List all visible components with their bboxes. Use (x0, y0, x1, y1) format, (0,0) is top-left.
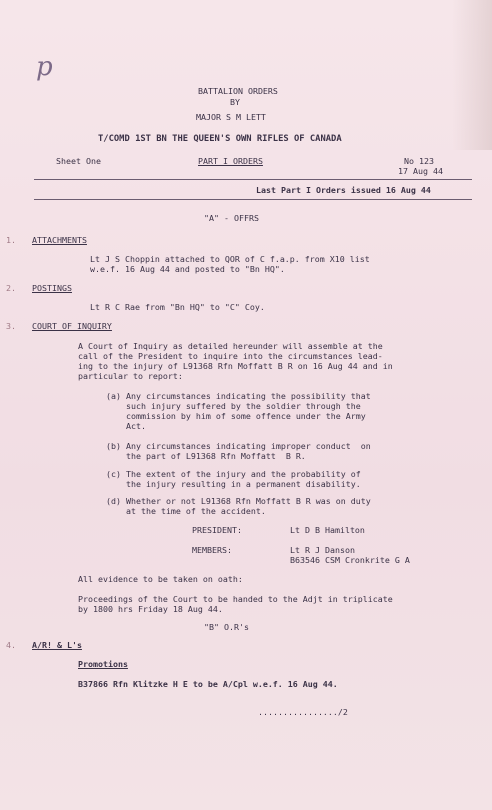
evidence-note: All evidence to be taken on oath: (78, 574, 243, 584)
item-4-number: 4. (6, 640, 16, 650)
member-1-name: Lt R J Danson (290, 545, 355, 555)
court-para-line1: A Court of Inquiry as detailed hereunder will assemble at the (78, 341, 383, 351)
president-label: PRESIDENT: (192, 525, 242, 535)
attachments-heading: ATTACHMENTS (32, 235, 87, 245)
postings-line1: Lt R C Rae from "Bn HQ" to "C" Coy. (90, 302, 265, 312)
attachments-line1: Lt J S Choppin attached to QOR of C f.a.p. from X10 list (90, 254, 370, 264)
court-item-a-line2: such injury suffered by the soldier through the (106, 401, 361, 411)
attachments-line2: w.e.f. 16 Aug 44 and posted to "Bn HQ". (90, 264, 285, 274)
paper-edge-stain (452, 0, 492, 150)
order-date: 17 Aug 44 (398, 166, 443, 176)
proceedings-line1: Proceedings of the Court to be handed to the Adjt in triplicate (78, 594, 393, 604)
promotions-heading: Promotions (78, 659, 128, 669)
court-heading: COURT OF INQUIRY (32, 321, 112, 331)
item-2-number: 2. (6, 283, 16, 293)
postings-heading: POSTINGS (32, 283, 72, 293)
header-unit: T/COMD 1ST BN THE QUEEN'S OWN RIFLES OF CANADA (98, 134, 342, 144)
promotion-line1: B37866 Rfn Klitzke H E to be A/Cpl w.e.f. 16 Aug 44. (78, 679, 338, 689)
item-3-number: 3. (6, 321, 16, 331)
header-rule-bottom (34, 199, 472, 200)
header-title: BATTALION ORDERS (198, 86, 278, 96)
court-para-line4: particular to report: (78, 371, 183, 381)
members-label: MEMBERS: (192, 545, 232, 555)
court-item-c-line1: (c) The extent of the injury and the probability of (106, 469, 361, 479)
sheet-number: Sheet One (56, 156, 101, 166)
court-item-c-line2: the injury resulting in a permanent disability. (106, 479, 361, 489)
header-by: BY (230, 97, 240, 107)
order-number: No 123 (404, 156, 434, 166)
member-2-name: B63546 CSM Cronkrite G A (290, 555, 410, 565)
section-a-title: "A" - OFFRS (204, 213, 259, 223)
item-1-number: 1. (6, 235, 16, 245)
court-item-d-line2: at the time of the accident. (106, 506, 266, 516)
header-rule-top (34, 179, 472, 180)
court-item-a-line1: (a) Any circumstances indicating the possibility that (106, 391, 371, 401)
handwritten-mark: p (36, 52, 53, 82)
court-item-b-line2: the part of L91368 Rfn Moffatt B R. (106, 451, 306, 461)
court-item-d-line1: (d) Whether or not L91368 Rfn Moffatt B R was on duty (106, 496, 371, 506)
proceedings-line2: by 1800 hrs Friday 18 Aug 44. (78, 604, 223, 614)
court-para-line3: ing to the injury of L91368 Rfn Moffatt B R on 16 Aug 44 and in (78, 361, 393, 371)
court-item-b-line1: (b) Any circumstances indicating improper conduct on (106, 441, 371, 451)
item-4-heading: A/R! & L's (32, 640, 82, 650)
continuation-marker: ................/2 (258, 707, 348, 717)
court-item-a-line3: commission by him of some offence under the Army (106, 411, 366, 421)
header-commander: MAJOR S M LETT (196, 112, 266, 122)
court-para-line2: call of the President to inquire into the circumstances lead- (78, 351, 383, 361)
last-orders-note: Last Part I Orders issued 16 Aug 44 (256, 185, 431, 195)
part-orders: PART I ORDERS (198, 156, 263, 166)
president-name: Lt D B Hamilton (290, 525, 365, 535)
court-item-a-line4: Act. (106, 421, 146, 431)
section-b-title: "B" O.R's (204, 622, 249, 632)
